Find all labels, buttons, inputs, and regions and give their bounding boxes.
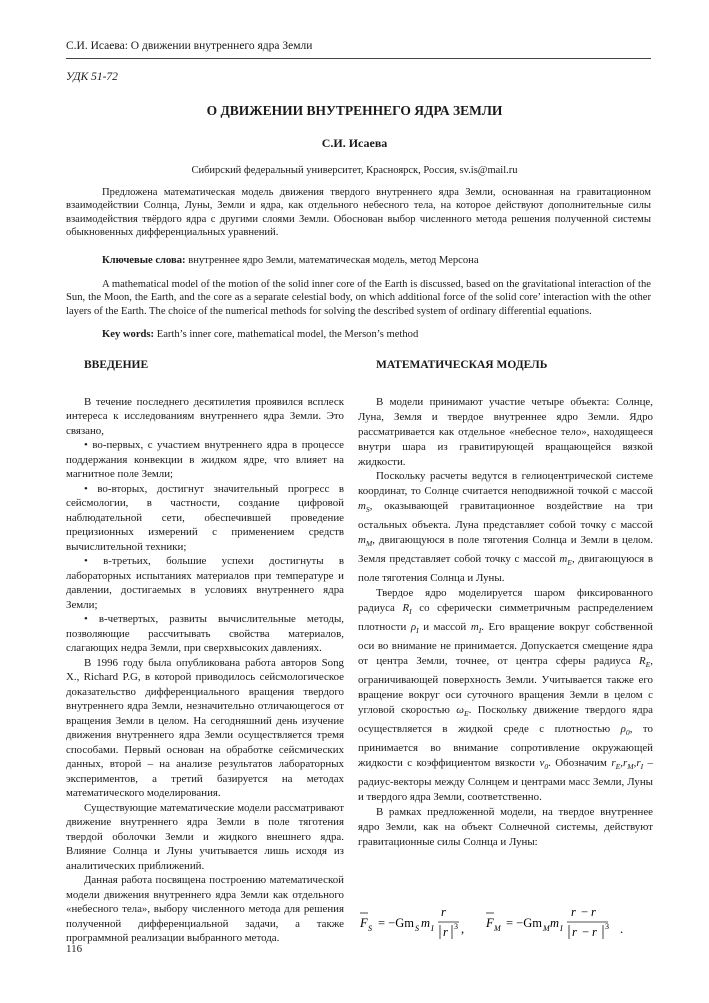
affiliation: Сибирский федеральный университет, Красноярск, Россия, sv.is@mail.ru — [191, 165, 518, 176]
p3-text-a: Твердое ядро моделируется шаром фиксированного радиуса — [358, 587, 653, 615]
force-moon-symbol: F — [486, 916, 494, 930]
eq-2-den-r2: r — [592, 925, 597, 939]
keywords-ru — [66, 254, 651, 267]
p2-text-d: , двигающуюся в поле тяготения Солнца и Луны. — [358, 553, 653, 585]
eq-2-den-minus: − — [582, 925, 590, 939]
earth-radius-symbol: $R_E$ — [638, 655, 651, 670]
keywords-en-label: Key words: — [102, 329, 155, 340]
eq-1-sub-i: I — [431, 924, 434, 933]
eq-1-sub-s: S — [415, 924, 419, 933]
p2-text-a: Поскольку расчеты ведутся в гелиоцентрической системе координат, то Солнце считается неподвижной точкой с массой — [358, 470, 653, 498]
eq-1-denominator: r — [443, 925, 448, 939]
paper-title: О ДВИЖЕНИИ ВНУТРЕННЕГО ЯДРА ЗЕМЛИ — [206, 103, 503, 118]
viscosity-symbol: $\nu_0$ — [539, 757, 549, 772]
eq-1-mi: m — [421, 916, 431, 930]
intro-paragraph-2: В 1996 году была опубликована работа авторов Song X., Richard P.G, в которой приводилось сейсмологическое доказательство дифференциального вращения твердого внутреннего ядра Земли, незначительно отличающегося от вращения Земли в целом. На сегодняшний день изучение движения внутреннего ядра Земли осуществляется тремя способами. Первый основан на обработке сейсмических данных, второй – на анализе результатов лабораторных экспериментов, а третий базируется на методах математического моделирования. — [66, 656, 344, 799]
eq-2-period: . — [620, 922, 624, 936]
eq-2-num-r1: r — [571, 905, 576, 919]
right-column — [358, 358, 653, 850]
mass-moon-symbol: $m_M$ — [358, 534, 373, 549]
p2-text-c: , двигающуюся в поле тяготения Солнца и Земли в целом. Земля представляет собой точку с массой — [358, 534, 653, 566]
eq-1-rhs: = −Gm — [378, 916, 414, 930]
abstract-ru: Предложена математическая модель движения твердого внутреннего ядра Земли, основанная на гравитационном взаимодействии Солнца, Луны, Земли и ядра, как отдельного небесного тела, на которое действуют дополнительные силы взаимодействия твёрдого ядра с другими слоями Земли. Обоснован выбор численного метода решения полученной системы обыкновенных дифференциальных уравнений. — [66, 187, 651, 238]
p3-text-g: , то принимается во внимание сопротивление окружающей жидкости с коэффициентом вязкости — [358, 723, 653, 770]
p2-text-b: , оказывающей гравитационное воздействие на три остальных объекта. Луна представляет собой точку с массой — [358, 500, 653, 532]
force-equations-graphic — [358, 905, 653, 945]
intro-bullet-4: • в-четвертых, развиты вычислительные методы, позволяющие рассчитывать свойства материалов, слагающих недра Земли, при сверхвысоких давлениях. — [66, 613, 344, 654]
intro-paragraph-3: Существующие математические модели рассматривают движение внутреннего ядра Земли в поле тяготения твердой оболочки Земли и жидкого внешнего ядра. Влияние Солнца и Луны учитывается лишь исходя из аналитических приближений. — [66, 801, 344, 872]
intro-bullet-1: • во-первых, с участием внутреннего ядра в процессе поддержания конвекции в жидком ядре, что влияет на магнитное поле Земли; — [66, 439, 344, 480]
force-moon-sub: M — [494, 924, 501, 933]
eq-2-power: 3 — [605, 922, 609, 931]
model-paragraph-3 — [358, 586, 653, 805]
eq-2-num-r2: r — [591, 905, 596, 919]
p3-text-c: и массой — [418, 621, 471, 634]
model-paragraph-4: В рамках предложенной модели, на твердое внутреннее ядро Земли, как на объект Солнечной системы, действуют гравитационные силы Солнца и Луны: — [358, 806, 653, 848]
keywords-en-text: Earth’s inner core, mathematical model, the Merson’s method — [154, 329, 419, 340]
omega-symbol: $\omega_E$ — [456, 704, 469, 719]
force-sun-symbol: F — [360, 916, 368, 930]
keywords-ru-text: внутреннее ядро Земли, математическая модель, метод Мерсона — [185, 255, 479, 266]
eq-1-power: 3 — [454, 922, 458, 931]
core-density-symbol: $\rho_I$ — [410, 621, 419, 636]
udk-code: УДК 51-72 — [66, 71, 118, 83]
eq-2-mi: m — [550, 916, 560, 930]
intro-paragraph-1: В течение последнего десятилетия проявился всплеск интереса к исследованиям внутреннего ядра Земли. Это связано, — [66, 395, 344, 437]
introduction-heading: ВВЕДЕНИЕ — [84, 359, 149, 371]
p3-text-i: – радиус-векторы между Солнцем и центрами масс Земли, Луны и твердого ядра Земли, соответственно. — [358, 757, 654, 804]
force-equations — [358, 905, 653, 939]
p3-text-h: . Обозначим — [548, 757, 612, 770]
keywords-en — [66, 328, 651, 341]
rho0-symbol: $\rho_0$ — [620, 723, 630, 738]
force-sun-sub: S — [368, 924, 372, 933]
radius-vectors-symbol: $r_E,r_M,r_I$ — [611, 757, 644, 772]
eq-2-sub-m: M — [543, 924, 550, 933]
author-name: С.И. Исаева — [321, 136, 388, 150]
intro-paragraph-4: Данная работа посвящена построению математической модели движения внутреннего ядра Земли как отдельного «небесного тела», выбору численного метода для решения полученной дифференциальной задачи, а также программной реализации выбранного метода. — [66, 874, 344, 944]
keywords-ru-label: Ключевые слова: — [102, 255, 186, 266]
model-paragraph-2 — [358, 469, 653, 586]
eq-2-den-r1: r — [572, 925, 577, 939]
eq-1-comma: , — [461, 922, 465, 936]
eq-2-num-minus: − — [581, 905, 589, 919]
mass-earth-symbol: $m_E$ — [559, 553, 572, 568]
page-number: 116 — [66, 943, 83, 955]
intro-bullet-3: • в-третьих, большие успехи достигнуты в лабораторных испытаниях материалов при температуре и давлении, достигаемых в условиях внутреннего ядра Земли; — [66, 555, 344, 611]
intro-bullet-2: • во-вторых, достигнут значительный прогресс в сейсмологии, в частности, создание цифровой наблюдательной сети, обеспечившей проведение прецизионных измерений с применением средств вычислительной техники; — [66, 482, 344, 553]
running-header: С.И. Исаева: О движении внутреннего ядра Земли — [66, 40, 313, 52]
core-mass-symbol: $m_I$ — [470, 621, 482, 636]
header-rule — [66, 58, 651, 59]
left-column — [66, 358, 344, 946]
core-radius-symbol: $R_I$ — [402, 602, 412, 617]
p3-text-b: со сферически симметричным распределением плотности — [358, 602, 653, 634]
p3-text-e: , ограничивающей поверхность Земли. Учитывается также его вращение вокруг оси суточного вращения Земли в целом с угловой скоростью — [358, 655, 653, 717]
p3-text-d: . Его вращение вокруг собственной оси во внимание не принимается. Допускается смещение ядра от центра Земли, точнее, от центра сферы радиуса — [358, 621, 653, 668]
eq-1-numerator: r — [441, 905, 446, 919]
eq-2-sub-i: I — [560, 924, 563, 933]
model-paragraph-1: В модели принимают участие четыре объекта: Солнце, Луна, Земля и твердое внутреннее ядро Земли. Ядро рассматривается как отдельное «небесное тело», находящееся внутри шара из гравитирующей вращающейся вязкой жидкости. — [358, 395, 653, 468]
model-heading: МАТЕМАТИЧЕСКАЯ МОДЕЛЬ — [376, 359, 548, 371]
p3-text-f: . Поскольку движение твердого ядра осуществляется в жидкой среде с плотностью — [358, 704, 653, 736]
mass-sun-symbol: $m_S$ — [358, 500, 370, 515]
eq-2-rhs: = −Gm — [506, 916, 542, 930]
abstract-en: A mathematical model of the motion of the solid inner core of the Earth is discussed, based on the gravitational interaction of the Sun, the Moon, the Earth, and the core as a separate celestial body, on which additional force of the solid core’ interaction with the other layers of the Earth. The choice of the numerical methods for solving the described system of ordinary differential equations. — [66, 279, 651, 317]
